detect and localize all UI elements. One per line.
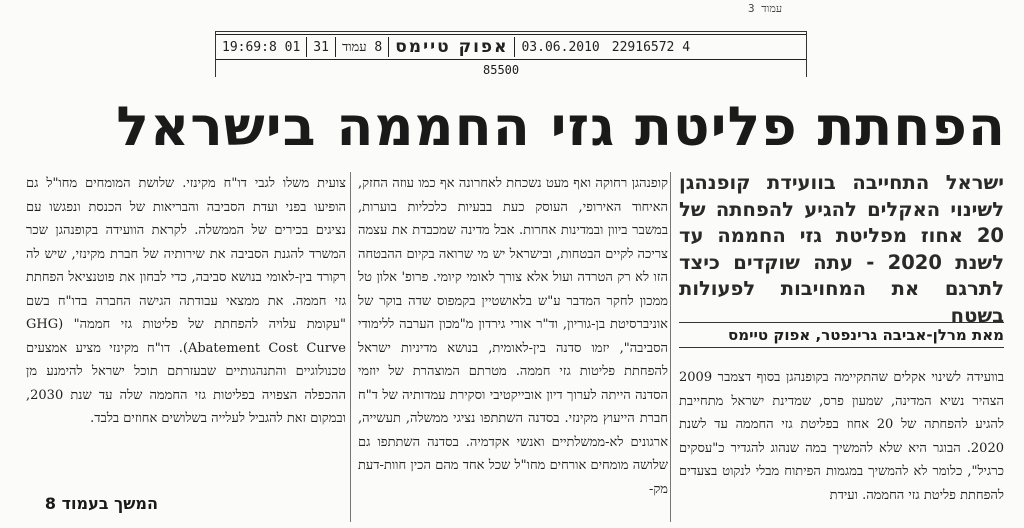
clipping-header-bar (216, 34, 806, 60)
article-column-3: צועית משלו לגבי דו"ח מקינזי. שלושת המומחים מחו"ל גם הופיעו בפני ועדת הסביבה והבריאות של הכנסת ונפגשו עם נציגים בכירים של הממשלה. לקראת הוועידה בקופנהגן שכר המשרד להגנת הסביבה את שירותיה של חברת מקינזי, שיש לה רקורד בין-לאומי בנושא סביבה, כדי לבחון את פוטנציאל הפחתת גזי חממה. את ממצאי עבודתה הגישה החברה בדו"ח בשם "עקומת עלויה להפחתת של פליטות גזי חממה" (GHG Abatement Cost Curve). דו"ח מקינזי מציע אמצעים טכנולוגיים והתנהגותיים שבעזרתם תוכל ישראל להימנע מן ההכפלה הצפויה בפליטות גזי החממה שלה עד שנת 2030, ובמקום זאת להגביל לעלייה בשלושים אחוזים בלבד. (26, 176, 347, 426)
column-rule (350, 172, 351, 522)
page-reference: עמוד 3 (748, 2, 783, 15)
clip-code: 85500 (483, 63, 520, 77)
publication-date: 03.06.2010 (521, 39, 600, 55)
article-headline: הפחתת פליטת גזי החממה בישראל (116, 95, 1006, 158)
column-rule (670, 172, 671, 522)
clip-page: 8 עמוד (341, 40, 383, 55)
article-byline: מאת מרלן-אביבה גרינפטר, אפוק טיימס (679, 322, 1004, 348)
clip-id: 22916572 4 (611, 39, 691, 55)
article-column-1: בוועידה לשינוי אקלים שהתקיימה בקופנהגן בסוף דצמבר 2009 הצהיר נשיא המדינה, שמעון פרס, שמדינת ישראל מתחייבת להגיע להפחתה של 20 אחוז בפליטת גזי החממה עד לשנת 2020. הבוגר היא שלא להמשיך במה שנהוג להגדיר כ"עסקים כרגיל", כלומר לא להמשיך במגמות הפיתוח מבלי לנקוט בצעדים להפחתת פליטת גזי החממה. ועידת (679, 370, 1004, 503)
article-lead: ישראל התחייבה בוועידת קופנהגן לשינוי האקלים להגיע להפחתה של 20 אחוז מפליטת גזי החממה עד לשנת 2020 - עתה שוקדים כיצד לתרגם את המחויבות לפעולות בשטח (679, 171, 1004, 327)
clip-number: 31 (313, 39, 329, 55)
clip-time: 19:69:8 01 (222, 39, 301, 55)
article-column-2: קופנהגן רחוקה ואף מעט נשכחת לאחרונה אף כמו עוזה החזק, האיחוד האירופי, העוסק כעת בבעיות כלכליות בוערות, במשבר ביוון ובמדינות אחרות. אבל מדינה שמכבדת את עצמה צריכה לקיים הבטחות, ובישראל יש מי שרואה בקיום ההבטחה הזו לא רק הטרדה ועול אלא צורך לאומי קיומי. פרופ' אלון טל ממכון לחקר המדבר ע"ש בלאושטיין בקמפוס שדה בוקר של אוניברסיטת בן-גוריון, וד"ר אורי גירדון מ"מכון הערבה ללימודי הסביבה", יזמו סדנה בין-לאומית, בנושא מדיניות ישראל להפחתת פליטות גזי חממה. מטרתם המוצהרת של יוזמי הסדנה הייתה לערוך דיון אובייקטיבי וסקירת עמדותיה של ד"ח חברת הייעוץ מקינזי. בסדנה השתתפו נציגי ממשלה, תעשייה, ארגונים לא-ממשלתיים ואנשי אקדמיה. בסדנה השתתפו גם שלושה מומחים אורחים מחו"ל שכל אחד מהם הכין חוות-דעת מק- (358, 176, 668, 497)
continued-on-page: המשך בעמוד 8 (44, 494, 158, 513)
publication-name: אפוק טיימס (395, 37, 509, 57)
